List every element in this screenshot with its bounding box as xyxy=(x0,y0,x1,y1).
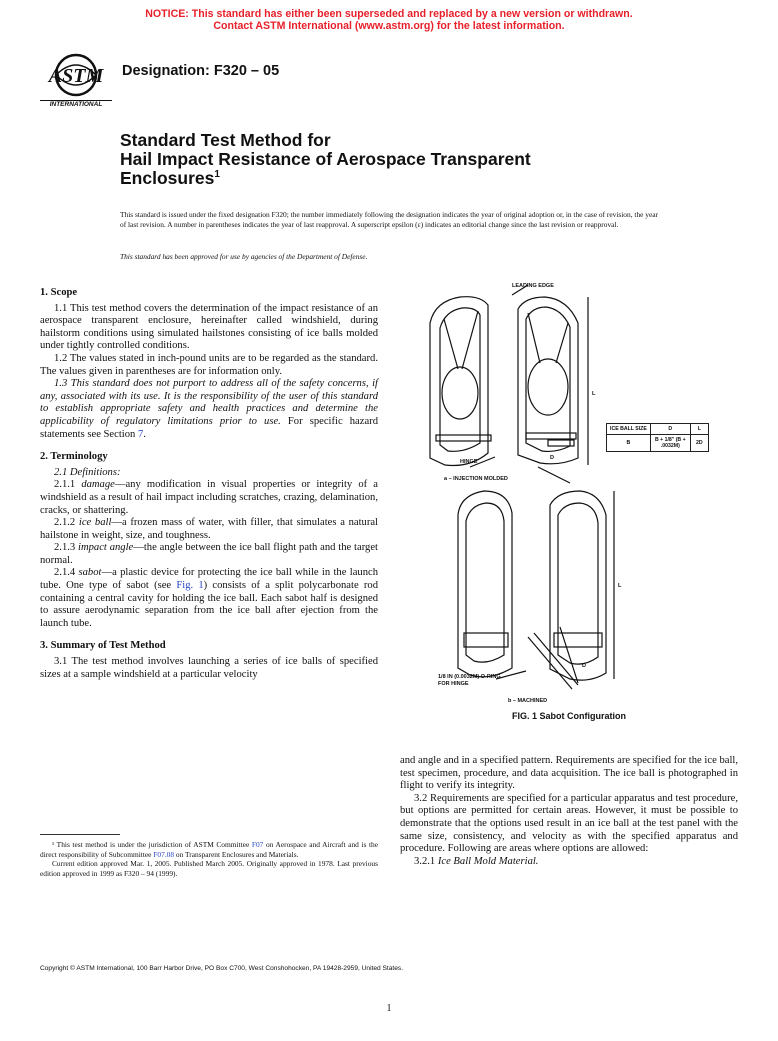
table-header-row xyxy=(607,424,709,435)
term: impact angle xyxy=(78,542,134,554)
notice-banner xyxy=(0,8,778,32)
logo-text: INTERNATIONAL xyxy=(40,100,112,108)
figure-1 xyxy=(400,283,740,723)
definitions-label: 2.1 Definitions: xyxy=(54,466,121,478)
title-line-3: Enclosures xyxy=(120,168,215,188)
dim-l-label-b: L xyxy=(618,583,622,589)
clause-number: 2.1.2 xyxy=(54,517,79,529)
astm-logo xyxy=(40,50,112,112)
committee-link[interactable]: F07 xyxy=(251,840,264,849)
paragraph-2-1-2 xyxy=(40,517,378,542)
oring-label-2: FOR HINGE xyxy=(438,681,469,687)
clause-number: 2.1.1 xyxy=(54,479,82,491)
copyright-line: Copyright © ASTM International, 100 Barr Harbor Drive, PO Box C700, West Conshohocken, PA 19428-2959, United States. xyxy=(40,965,404,972)
paragraph-3-2: 3.2 Requirements are specified for a particular apparatus and test procedure, but options are permitted for certain areas. However, it must be possible to demonstrate that the options used result in an ice ball at the test panel with the same size, consistency, and velocity as with the specified apparatus and procedure. Following are areas where options are allowed: xyxy=(400,792,738,855)
paragraph-2-1-3 xyxy=(40,542,378,567)
machined-label: b – MACHINED xyxy=(508,698,548,704)
definition: ) consists of a split polycarbonate rod containing a central cavity for holding the ice ball. Each sabot half is designed to assure aerodynamic separation from the ice ball after ejection from the launch tube. xyxy=(40,580,378,629)
hinge-label: HINGE xyxy=(460,459,478,465)
clause-title: Ice Ball Mold Material. xyxy=(437,855,539,867)
paragraph-2-1-4 xyxy=(40,567,378,630)
sabot-drawing xyxy=(400,283,740,713)
paragraph-2-1-1 xyxy=(40,479,378,517)
document-title xyxy=(120,131,680,188)
table-header-cell: L xyxy=(690,424,708,435)
dim-d-label-a: D xyxy=(550,455,554,461)
approval-note: This standard has been approved for use by agencies of the Department of Defense. xyxy=(120,252,368,261)
title-footnote-ref: 1 xyxy=(214,169,220,181)
footnote-text: on Aerospace and Aircraft and is the direct responsibility of Subcommittee xyxy=(40,840,378,859)
footnote-edition: Current edition approved Mar. 1, 2005. Published March 2005. Originally approved in 1978. Last previous edition approved in 1999 as F320 – 94 (1999). xyxy=(40,859,378,878)
safety-statement: 1.3 This standard does not purport to address all of the safety concerns, if any, associated with its use. It is the responsibility of the user of this standard to establish appropriate safety and health practices and determine the applicability of regulatory limitations prior to use. xyxy=(40,378,378,427)
paragraph-3-1: 3.1 The test method involves launching a series of ice balls of specified sizes at a sample windshield at a particular velocity xyxy=(40,656,378,680)
paragraph-3-1-cont: and angle and in a specified pattern. Requirements are specified for the ice ball, test specimen, procedure, and data acquisition. The ice ball is photographed in flight to verify its integrity. xyxy=(400,755,738,792)
issuance-note: This standard is issued under the fixed designation F320; the number immediately following the designation indicates the year of original adoption or, in the case of revision, the year of last revision. A number in parentheses indicates the year of last reapproval. A superscript epsilon (ε) indicates an editorial change since the last revision or reapproval. xyxy=(120,210,658,229)
svg-text:ASTM: ASTM xyxy=(48,65,104,87)
clause-number: 3.2.1 xyxy=(414,855,438,867)
table-cell: B + 1/8" (B + .0032M) xyxy=(650,435,690,452)
clause-number: 2.1.3 xyxy=(54,542,79,554)
definition: —a plastic device for protecting the ice ball while in the launch tube. One type of sabot (see xyxy=(40,567,378,592)
table-cell: 2D xyxy=(690,435,708,452)
page-number: 1 xyxy=(386,1003,392,1014)
section-heading-terminology: 2. Terminology xyxy=(40,451,108,463)
paragraph-1-1: 1.1 This test method covers the determination of the impact resistance of an aerospace transparent enclosure, hereinafter called windshield, during hailstorm conditions using simulated hailstones consisting of ice balls molded under tightly controlled conditions. xyxy=(40,302,378,352)
table-header-cell: ICE BALL SIZE xyxy=(607,424,651,435)
paragraph-text: . xyxy=(143,428,146,440)
notice-line-1: NOTICE: This standard has either been superseded and replaced by a new version or withdrawn. xyxy=(145,8,633,20)
term: damage xyxy=(81,479,115,491)
title-line-2: Hail Impact Resistance of Aerospace Transparent xyxy=(120,149,531,169)
paragraph-1-3 xyxy=(40,378,378,441)
dim-l-label-a: L xyxy=(592,391,596,397)
ice-ball-table xyxy=(606,423,709,452)
injection-molded-label: a – INJECTION MOLDED xyxy=(444,476,508,482)
section-heading-scope: 1. Scope xyxy=(40,287,78,298)
paragraph-1-2: 1.2 The values stated in inch-pound units are to be regarded as the standard. The values given in parentheses are for information only. xyxy=(40,352,378,377)
fig-1-link[interactable]: Fig. 1 xyxy=(176,580,204,592)
right-column xyxy=(400,755,738,868)
figure-caption: FIG. 1 Sabot Configuration xyxy=(512,711,626,721)
table-row xyxy=(607,435,709,452)
definition: —a frozen mass of water, with filler, that simulates a natural hailstone in weight, size, and toughness. xyxy=(40,517,378,541)
leading-edge-label: LEADING EDGE xyxy=(512,283,554,289)
footnote-rule xyxy=(40,834,120,835)
paragraph-3-2-1 xyxy=(400,856,738,869)
term: sabot xyxy=(78,567,102,579)
clause-number: 2.1.4 xyxy=(54,567,79,579)
term: ice ball xyxy=(78,517,112,529)
section-heading-summary: 3. Summary of Test Method xyxy=(40,640,166,652)
definition: —the angle between the ice ball flight path and the target normal. xyxy=(40,542,378,566)
footnotes xyxy=(40,840,378,878)
section-7-link[interactable]: 7 xyxy=(137,428,144,440)
table-cell: B xyxy=(607,435,651,452)
left-column xyxy=(40,283,378,681)
footnote-text: on Transparent Enclosures and Materials. xyxy=(174,849,299,859)
footnote-text: ¹ This test method is under the jurisdiction of ASTM Committee xyxy=(52,840,252,849)
oring-label: 1/8 IN (0.0032M) O-RING xyxy=(438,674,501,680)
subcommittee-link[interactable]: F07.08 xyxy=(153,849,175,859)
dim-d-label-b: D xyxy=(582,663,586,669)
paragraph-2-1 xyxy=(40,467,378,480)
definition: —any modification in visual properties or integrity of a windshield as a result of hail impact including scratches, crazing, delamination, cracks, or shattering. xyxy=(40,479,378,516)
title-line-1: Standard Test Method for xyxy=(120,130,331,150)
footnote-1 xyxy=(40,840,378,859)
notice-line-2: Contact ASTM International (www.astm.org) for the latest information. xyxy=(213,20,565,32)
paragraph-text: For specific hazard statements see Section xyxy=(40,415,378,440)
designation: Designation: F320 – 05 xyxy=(122,63,280,79)
table-header-cell: D xyxy=(650,424,690,435)
